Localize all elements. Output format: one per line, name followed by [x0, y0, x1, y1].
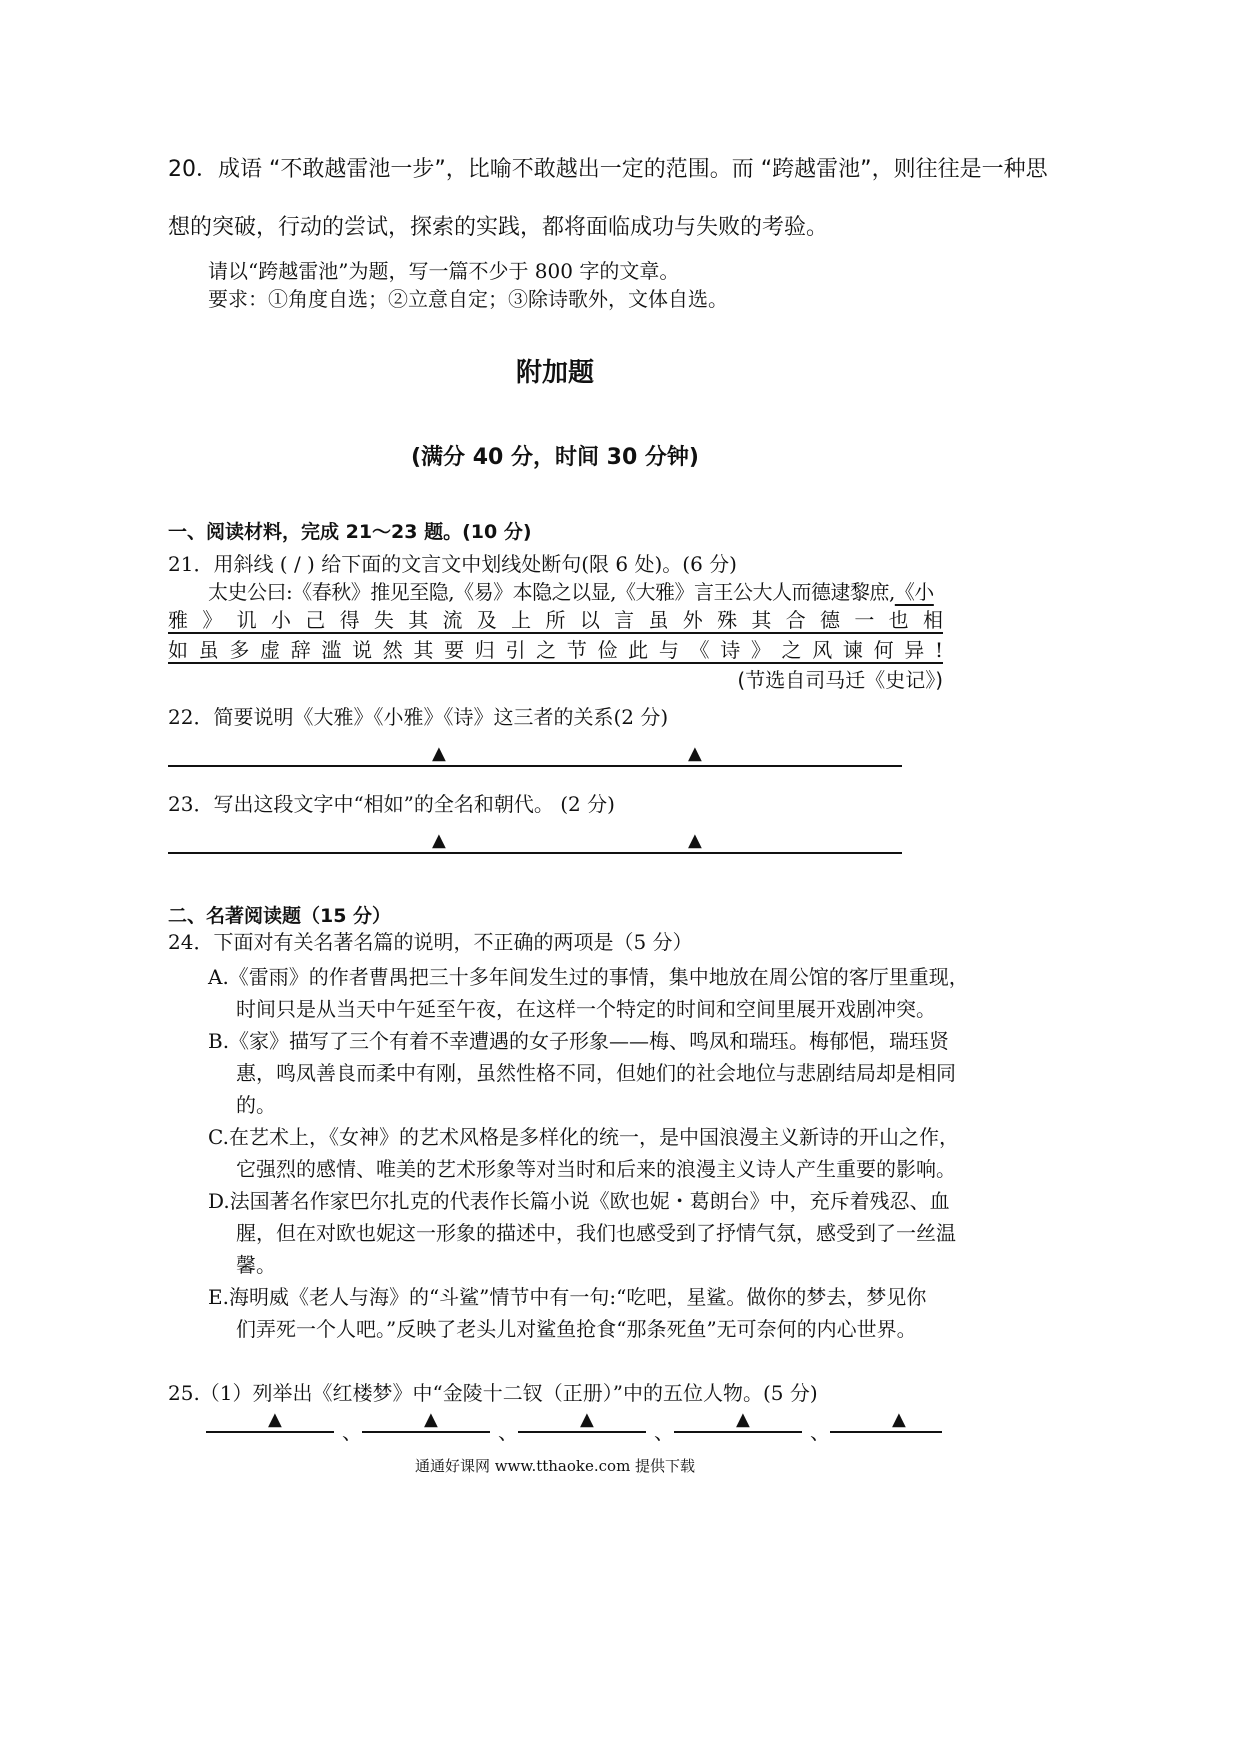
separator: 、: [498, 1420, 518, 1444]
page-footer: 通通好课网 www.tthaoke.com 提供下载: [414, 1457, 696, 1475]
option-d-line1: D.法国著名作家巴尔扎克的代表作长篇小说《欧也妮・葛朗台》中，充斥着残忍、血: [208, 1189, 950, 1213]
passage-line2: 雅》讥小己得失其流及上所以言虽外殊其合德一也相: [168, 608, 943, 632]
answer-blank-marker: ▲: [432, 830, 446, 851]
q20-line2: 想的突破，行动的尝试，探索的实践，都将面临成功与失败的考验。: [168, 215, 829, 240]
option-b-line1: B.《家》描写了三个有着不幸遭遇的女子形象——梅、鸣凤和瑞珏。梅郁悒，瑞珏贤: [208, 1029, 950, 1053]
separator: 、: [342, 1420, 362, 1444]
option-a-line2: 时间只是从当天中午延至午夜，在这样一个特定的时间和空间里展开戏剧冲突。: [236, 997, 936, 1021]
passage-line1-plain: 太史公曰:《春秋》推见至隐,《易》本隐之以显,《大雅》言王公大人而德逮黎庶,: [208, 580, 895, 604]
passage-source: (节选自司马迁《史记》): [737, 668, 943, 692]
passage-line3: 如虽多虚辞滥说然其要归引之节俭此与《诗》之风谏何异!: [168, 638, 943, 662]
option-d-line3: 馨。: [236, 1253, 276, 1277]
option-b-line2: 惠，鸣凤善良而柔中有刚，虽然性格不同，但她们的社会地位与悲剧结局却是相同: [236, 1061, 956, 1085]
passage-line1-underlined: 《小: [894, 580, 934, 604]
answer-blank-marker: ▲: [736, 1409, 750, 1430]
section1-heading: 一、阅读材料，完成 21～23 题。(10 分): [168, 521, 532, 543]
q25-blank-4: [674, 1431, 802, 1433]
option-d-line2: 腥，但在对欧也妮这一形象的描述中，我们也感受到了抒情气氛，感受到了一丝温: [236, 1221, 956, 1245]
q21-text: 21．用斜线 ( / ) 给下面的文言文中划线处断句(限 6 处)。(6 分): [168, 552, 737, 576]
passage-line1: [208, 576, 934, 605]
option-c-line2: 它强烈的感情、唯美的艺术形象等对当时和后来的浪漫主义诗人产生重要的影响。: [236, 1157, 956, 1181]
separator: 、: [654, 1420, 674, 1444]
q20-prompt: 请以“跨越雷池”为题，写一篇不少于 800 字的文章。: [208, 259, 680, 283]
appendix-title: 附加题: [515, 358, 594, 388]
section2-heading: 二、名著阅读题（15 分）: [168, 905, 392, 927]
answer-blank-marker: ▲: [580, 1409, 594, 1430]
option-e-line2: 们弄死一个人吧。”反映了老头儿对鲨鱼抢食“那条死鱼”无可奈何的内心世界。: [236, 1317, 917, 1341]
q25-blank-1: [206, 1431, 334, 1433]
q23-text: 23．写出这段文字中“相如”的全名和朝代。 (2 分): [168, 792, 615, 816]
option-e-line1: E.海明威《老人与海》的“斗鲨”情节中有一句:“吃吧，星鲨。做你的梦去，梦见你: [208, 1285, 927, 1309]
q23-answer-line: [168, 852, 902, 854]
separator: 、: [810, 1420, 830, 1444]
answer-blank-marker: ▲: [268, 1409, 282, 1430]
q20-requirements: 要求：①角度自选；②立意自定；③除诗歌外，文体自选。: [208, 287, 728, 311]
q24-text: 24．下面对有关名著名篇的说明，不正确的两项是（5 分）: [168, 930, 693, 954]
answer-blank-marker: ▲: [688, 830, 702, 851]
q25-blank-3: [518, 1431, 646, 1433]
q25-blank-5: [830, 1431, 942, 1433]
answer-blank-marker: ▲: [892, 1409, 906, 1430]
q22-text: 22．简要说明《大雅》《小雅》《诗》这三者的关系(2 分): [168, 705, 669, 729]
option-b-line3: 的。: [236, 1093, 276, 1117]
answer-blank-marker: ▲: [424, 1409, 438, 1430]
q22-answer-line: [168, 765, 902, 767]
answer-blank-marker: ▲: [432, 743, 446, 764]
q20-line1: 20．成语 “不敢越雷池一步”，比喻不敢越出一定的范围。而 “跨越雷池”，则往往是一种思: [168, 157, 1048, 182]
q25-text: 25.（1）列举出《红楼梦》中“金陵十二钗（正册）”中的五位人物。(5 分): [168, 1381, 818, 1405]
q25-blank-2: [362, 1431, 490, 1433]
option-c-line1: C.在艺术上，《女神》的艺术风格是多样化的统一，是中国浪漫主义新诗的开山之作，: [208, 1125, 959, 1149]
appendix-subtitle: (满分 40 分，时间 30 分钟): [411, 445, 699, 470]
option-a-line1: A.《雷雨》的作者曹禺把三十多年间发生过的事情，集中地放在周公馆的客厅里重现，: [208, 965, 969, 989]
answer-blank-marker: ▲: [688, 743, 702, 764]
